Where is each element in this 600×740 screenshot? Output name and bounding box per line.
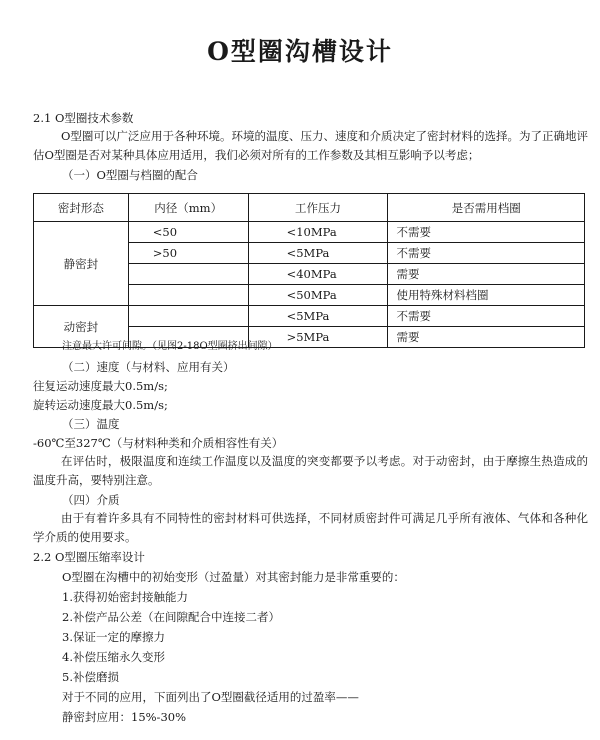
retaining-ring-cell: 使用特殊材料档圈 <box>388 285 585 306</box>
list-item: 4.补偿压缩永久变形 <box>62 650 165 664</box>
pressure-cell: >5MPa <box>248 327 388 348</box>
rate-intro: 对于不同的应用，下面列出了O型圈截径适用的过盈率—— <box>62 690 359 704</box>
header-inner-diameter: 内径（mm） <box>128 194 248 222</box>
table-note: 注意最大许可间隙。（见图2-18O型圈挤出间隙） <box>62 341 278 352</box>
pressure-cell: <10MPa <box>248 222 388 243</box>
dynamic-seal-label: 动密封 <box>34 306 129 348</box>
temperature-range: -60℃至327℃（与材料种类和介质相容性有关） <box>33 436 284 450</box>
diameter-cell <box>128 306 248 327</box>
medium-paragraph: 由于有着许多具有不同特性的密封材料可供选择，不同材质密封件可满足几乎所有液体、气体和各种化学介质的使用要求。 <box>33 511 588 544</box>
temperature-paragraph: 在评估时，极限温度和连续工作温度以及温度的突变都要予以考虑。对于动密封，由于摩擦生热造成的温度升高，要特别注意。 <box>33 454 588 487</box>
retaining-ring-cell: 需要 <box>388 264 585 285</box>
pressure-cell: <50MPa <box>248 285 388 306</box>
speed-rotary: 旋转运动速度最大0.5m/s; <box>33 398 168 412</box>
diameter-cell: >50 <box>128 243 248 264</box>
compression-intro: O型圈在沟槽中的初始变形（过盈量）对其密封能力是非常重要的： <box>62 570 405 584</box>
subsection-heading-temperature: （三）温度 <box>62 417 120 431</box>
page-title: O型圈沟槽设计 <box>207 37 393 66</box>
pressure-cell: <5MPa <box>248 306 388 327</box>
retaining-ring-table <box>33 193 585 348</box>
header-working-pressure: 工作压力 <box>248 194 388 222</box>
speed-reciprocating: 往复运动速度最大0.5m/s; <box>33 379 168 393</box>
static-seal-label: 静密封 <box>34 222 129 306</box>
diameter-cell: <50 <box>128 222 248 243</box>
subsection-heading-medium: （四）介质 <box>62 493 120 507</box>
header-retaining-ring: 是否需用档圈 <box>388 194 585 222</box>
diameter-cell <box>128 285 248 306</box>
pressure-cell: <40MPa <box>248 264 388 285</box>
subsection-heading-retaining-ring: （一）O型圈与档圈的配合 <box>62 168 198 182</box>
table-row <box>34 222 585 243</box>
list-item: 1.获得初始密封接触能力 <box>62 590 188 604</box>
intro-paragraph: O型圈可以广泛应用于各种环境。环境的温度、压力、速度和介质决定了密封材料的选择。为了正确地评估O型圈是否对某种具体应用适用，我们必须对所有的工作参数及其相互影响予以考虑； <box>33 129 588 162</box>
retaining-ring-cell: 不需要 <box>388 306 585 327</box>
list-item: 2.补偿产品公差（在间隙配合中连接二者） <box>62 610 280 624</box>
table-header-row <box>34 194 585 222</box>
header-seal-type: 密封形态 <box>34 194 129 222</box>
static-seal-rate: 静密封应用：15%-30% <box>62 710 187 724</box>
list-item: 5.补偿磨损 <box>62 670 119 684</box>
pressure-cell: <5MPa <box>248 243 388 264</box>
section-heading-2-1: 2.1 O型圈技术参数 <box>33 111 134 125</box>
retaining-ring-cell: 不需要 <box>388 222 585 243</box>
section-heading-2-2: 2.2 O型圈压缩率设计 <box>33 550 145 564</box>
diameter-cell <box>128 264 248 285</box>
table-row <box>34 306 585 327</box>
retaining-ring-cell: 不需要 <box>388 243 585 264</box>
subsection-heading-speed: （二）速度（与材料、应用有关） <box>62 360 235 374</box>
list-item: 3.保证一定的摩擦力 <box>62 630 165 644</box>
retaining-ring-cell: 需要 <box>388 327 585 348</box>
